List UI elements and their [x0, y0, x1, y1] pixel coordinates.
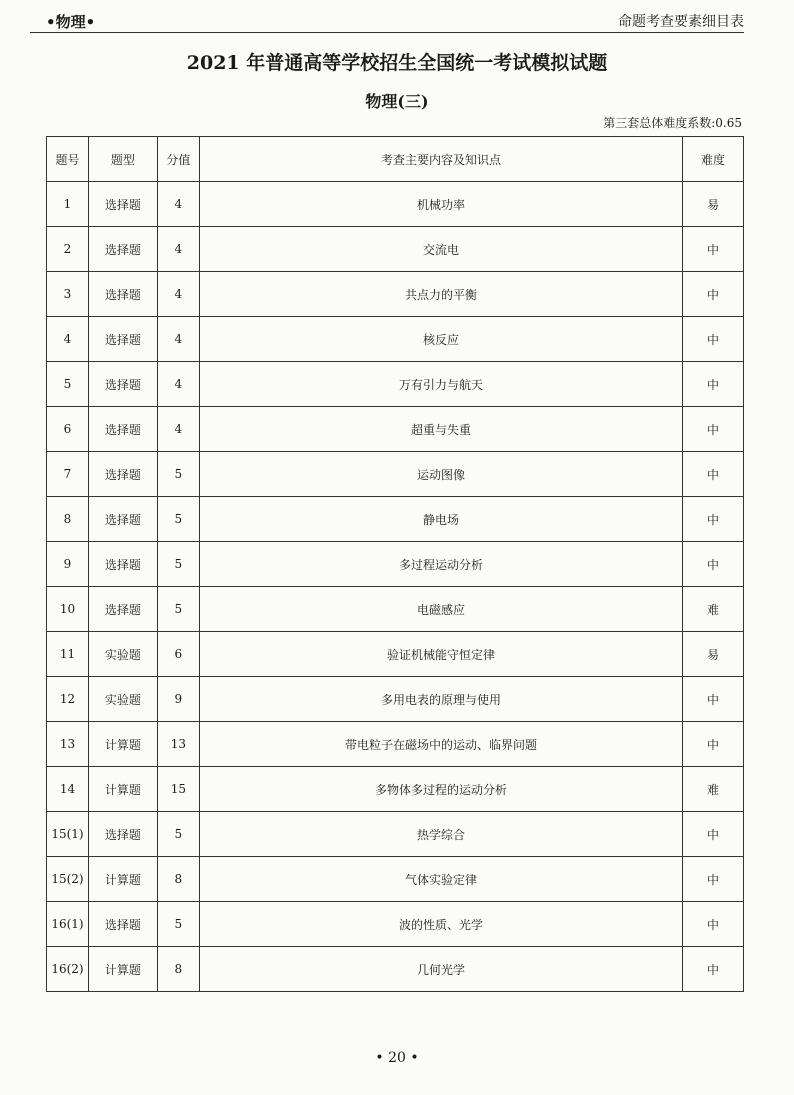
table-row — [47, 362, 744, 407]
table-row — [47, 497, 744, 542]
table-row — [47, 227, 744, 272]
table-row — [47, 407, 744, 452]
cell-question-no: 13 — [47, 722, 89, 767]
cell-question-type: 选择题 — [88, 497, 157, 542]
cell-score: 15 — [157, 767, 199, 812]
cell-difficulty: 易 — [683, 632, 744, 677]
cell-content: 超重与失重 — [199, 407, 682, 452]
header-divider — [30, 32, 744, 33]
header-question-no: 题号 — [47, 137, 89, 182]
cell-question-type: 计算题 — [88, 722, 157, 767]
cell-question-no: 4 — [47, 317, 89, 362]
table-row — [47, 677, 744, 722]
cell-question-no: 15(2) — [47, 857, 89, 902]
cell-question-no: 8 — [47, 497, 89, 542]
cell-score: 9 — [157, 677, 199, 722]
cell-difficulty: 难 — [683, 767, 744, 812]
cell-score: 8 — [157, 857, 199, 902]
table-row — [47, 857, 744, 902]
cell-question-type: 选择题 — [88, 227, 157, 272]
cell-content: 交流电 — [199, 227, 682, 272]
cell-score: 5 — [157, 812, 199, 857]
cell-question-type: 实验题 — [88, 632, 157, 677]
cell-difficulty: 中 — [683, 317, 744, 362]
cell-question-type: 计算题 — [88, 947, 157, 992]
cell-difficulty: 中 — [683, 407, 744, 452]
cell-question-no: 9 — [47, 542, 89, 587]
cell-question-type: 选择题 — [88, 452, 157, 497]
cell-question-no: 7 — [47, 452, 89, 497]
table-row — [47, 542, 744, 587]
cell-question-type: 选择题 — [88, 317, 157, 362]
cell-difficulty: 中 — [683, 812, 744, 857]
cell-score: 5 — [157, 542, 199, 587]
cell-score: 4 — [157, 317, 199, 362]
cell-question-type: 选择题 — [88, 812, 157, 857]
cell-content: 电磁感应 — [199, 587, 682, 632]
table-row — [47, 182, 744, 227]
table-header-row — [47, 137, 744, 182]
cell-score: 4 — [157, 182, 199, 227]
cell-difficulty: 中 — [683, 227, 744, 272]
cell-score: 4 — [157, 272, 199, 317]
cell-question-type: 实验题 — [88, 677, 157, 722]
header-question-type: 题型 — [88, 137, 157, 182]
cell-question-no: 3 — [47, 272, 89, 317]
cell-content: 核反应 — [199, 317, 682, 362]
page-title: 2021 年普通高等学校招生全国统一考试模拟试题 — [186, 52, 608, 74]
cell-question-no: 5 — [47, 362, 89, 407]
cell-content: 气体实验定律 — [199, 857, 682, 902]
cell-difficulty: 中 — [683, 677, 744, 722]
table-row — [47, 812, 744, 857]
cell-difficulty: 中 — [683, 902, 744, 947]
cell-question-type: 选择题 — [88, 542, 157, 587]
cell-difficulty: 易 — [683, 182, 744, 227]
cell-question-no: 15(1) — [47, 812, 89, 857]
cell-question-type: 选择题 — [88, 272, 157, 317]
cell-question-type: 选择题 — [88, 407, 157, 452]
cell-difficulty: 中 — [683, 497, 744, 542]
cell-content: 几何光学 — [199, 947, 682, 992]
table-row — [47, 767, 744, 812]
table-row — [47, 947, 744, 992]
cell-content: 多用电表的原理与使用 — [199, 677, 682, 722]
cell-content: 静电场 — [199, 497, 682, 542]
cell-content: 万有引力与航天 — [199, 362, 682, 407]
cell-question-type: 选择题 — [88, 182, 157, 227]
header-subject: •物理• — [46, 13, 96, 31]
cell-question-type: 选择题 — [88, 362, 157, 407]
header-score: 分值 — [157, 137, 199, 182]
cell-difficulty: 中 — [683, 857, 744, 902]
cell-content: 带电粒子在磁场中的运动、临界问题 — [199, 722, 682, 767]
cell-question-type: 选择题 — [88, 902, 157, 947]
cell-question-no: 1 — [47, 182, 89, 227]
cell-difficulty: 中 — [683, 947, 744, 992]
table-row — [47, 272, 744, 317]
cell-content: 运动图像 — [199, 452, 682, 497]
cell-question-type: 选择题 — [88, 587, 157, 632]
cell-content: 多过程运动分析 — [199, 542, 682, 587]
cell-score: 4 — [157, 407, 199, 452]
cell-difficulty: 中 — [683, 362, 744, 407]
cell-score: 5 — [157, 452, 199, 497]
cell-score: 5 — [157, 587, 199, 632]
difficulty-coefficient: 第三套总体难度系数:0.65 — [603, 116, 742, 130]
cell-score: 5 — [157, 497, 199, 542]
cell-difficulty: 难 — [683, 587, 744, 632]
table-row — [47, 902, 744, 947]
cell-content: 多物体多过程的运动分析 — [199, 767, 682, 812]
cell-question-no: 16(2) — [47, 947, 89, 992]
cell-score: 6 — [157, 632, 199, 677]
table-row — [47, 632, 744, 677]
table-row — [47, 587, 744, 632]
cell-score: 4 — [157, 362, 199, 407]
cell-score: 5 — [157, 902, 199, 947]
cell-question-no: 11 — [47, 632, 89, 677]
cell-question-no: 10 — [47, 587, 89, 632]
cell-question-no: 16(1) — [47, 902, 89, 947]
cell-question-type: 计算题 — [88, 857, 157, 902]
header-doc-type: 命题考查要素细目表 — [618, 14, 744, 30]
header-difficulty: 难度 — [683, 137, 744, 182]
cell-content: 共点力的平衡 — [199, 272, 682, 317]
page-number: • 20 • — [375, 1050, 419, 1066]
table-row — [47, 317, 744, 362]
cell-content: 波的性质、光学 — [199, 902, 682, 947]
header-content: 考查主要内容及知识点 — [199, 137, 682, 182]
cell-score: 13 — [157, 722, 199, 767]
cell-question-no: 14 — [47, 767, 89, 812]
table-row — [47, 452, 744, 497]
cell-content: 机械功率 — [199, 182, 682, 227]
cell-difficulty: 中 — [683, 452, 744, 497]
cell-difficulty: 中 — [683, 272, 744, 317]
cell-score: 4 — [157, 227, 199, 272]
cell-content: 验证机械能守恒定律 — [199, 632, 682, 677]
cell-question-no: 2 — [47, 227, 89, 272]
cell-score: 8 — [157, 947, 199, 992]
cell-question-no: 6 — [47, 407, 89, 452]
table-row — [47, 722, 744, 767]
cell-question-no: 12 — [47, 677, 89, 722]
cell-difficulty: 中 — [683, 542, 744, 587]
cell-question-type: 计算题 — [88, 767, 157, 812]
cell-content: 热学综合 — [199, 812, 682, 857]
page-subtitle: 物理(三) — [365, 92, 429, 111]
exam-spec-table — [46, 136, 744, 992]
cell-difficulty: 中 — [683, 722, 744, 767]
